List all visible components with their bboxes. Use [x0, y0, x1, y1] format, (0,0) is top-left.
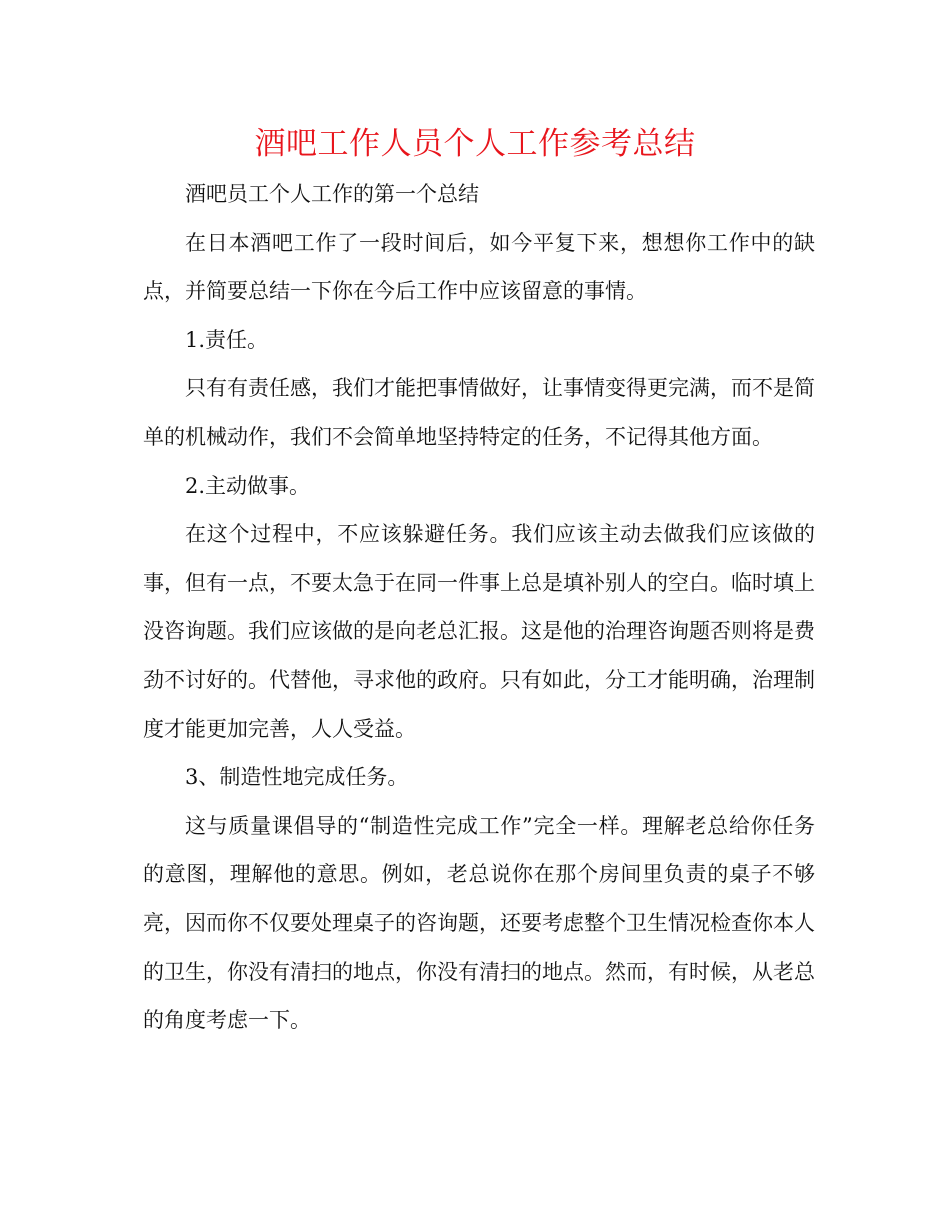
- section-heading-responsibility: 1.责任。: [185, 327, 269, 352]
- document-body: [143, 170, 815, 1045]
- paragraph-intro: 在日本酒吧工作了一段时间后，如今平复下来，想想你工作中的缺点，并简要总结一下你在今后工作中应该留意的事情。: [143, 230, 815, 304]
- paragraph-responsibility: 只有有责任感，我们才能把事情做好，让事情变得更完满，而不是简单的机械动作，我们不会简单地坚持特定的任务，不记得其他方面。: [143, 376, 815, 449]
- paragraph-creative: 这与质量课倡导的“制造性完成工作”完全一样。理解老总给你任务的意图，理解他的意思。例如，老总说你在那个房间里负责的桌子不够亮，因而你不仅要处理桌子的咨询题，还要考虑整个卫生情况检查你本人的卫生，你没有清扫的地点，你没有清扫的地点。然而，有时候，从老总的角度考虑一下。: [143, 813, 815, 1033]
- document-title: 酒吧工作人员个人工作参考总结: [254, 126, 696, 162]
- paragraph-subtitle: 酒吧员工个人工作的第一个总结: [185, 182, 479, 206]
- paragraph-initiative: 在这个过程中，不应该躲避任务。我们应该主动去做我们应该做的事，但有一点，不要太急于在同一件事上总是填补别人的空白。临时填上没咨询题。我们应该做的是向老总汇报。这是他的治理咨询题否则将是费劲不讨好的。代替他，寻求他的政府。只有如此，分工才能明确，治理制度才能更加完善，人人受益。: [143, 522, 815, 741]
- section-heading-creative: 3、制造性地完成任务。: [185, 765, 409, 790]
- section-heading-initiative: 2.主动做事。: [185, 473, 311, 498]
